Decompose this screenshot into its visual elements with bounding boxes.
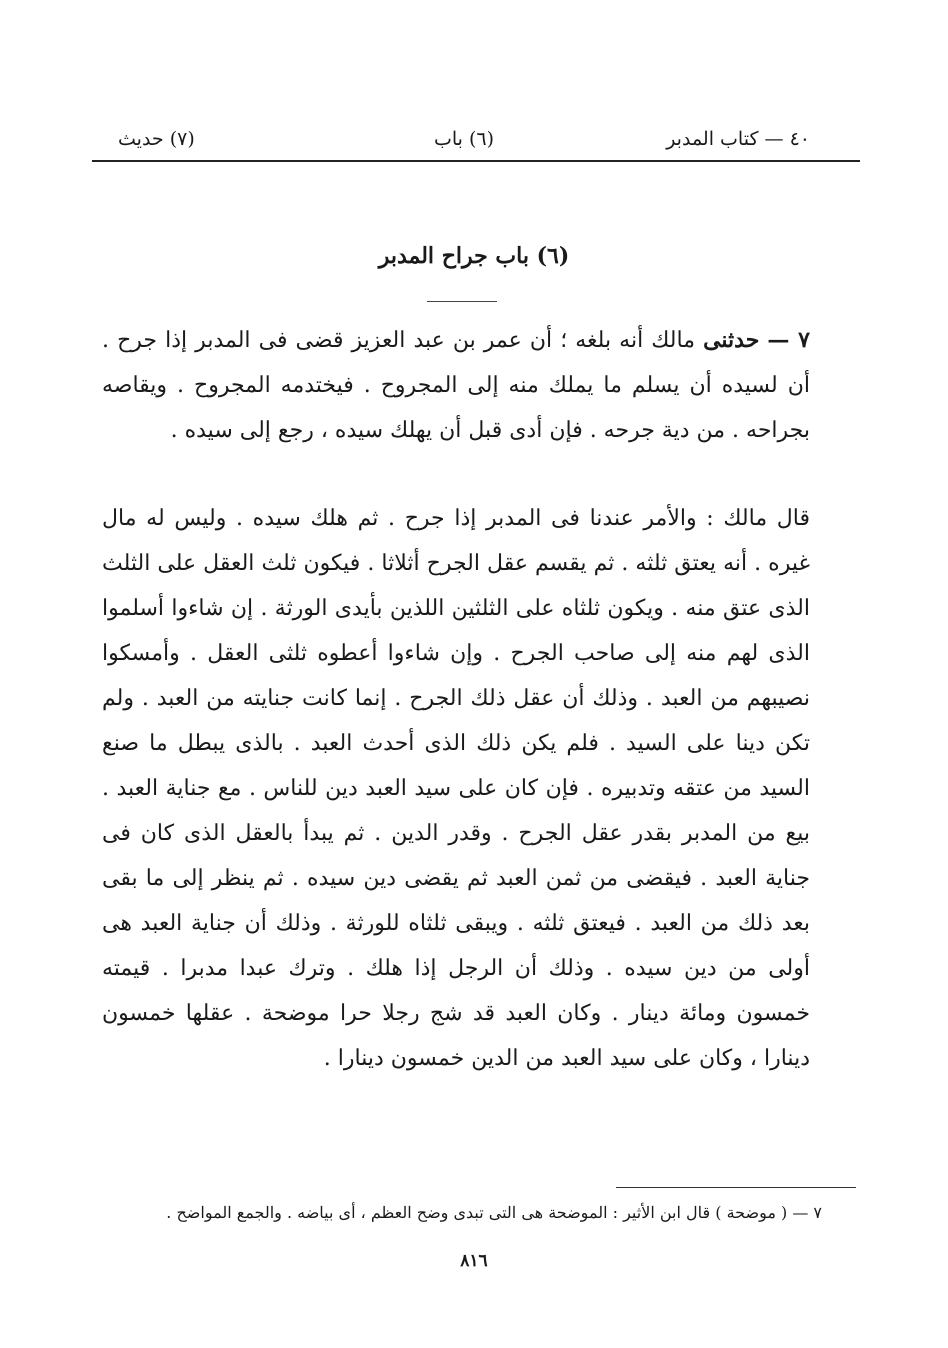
footnote-divider — [616, 1187, 856, 1188]
title-divider — [427, 301, 497, 302]
hadith-paragraph — [102, 318, 810, 453]
page-number: ٨١٦ — [460, 1251, 488, 1271]
header-divider — [92, 160, 860, 162]
running-header — [118, 128, 810, 158]
hadith-number: ٧ — — [767, 327, 810, 353]
footnote: ٧ — ( موضحة ) قال ابن الأثير : الموضحة هى التى تبدى وضح العظم ، أى بياضه . والجمع المواضح . — [166, 1203, 822, 1222]
header-hadith: (٧) حديث — [118, 128, 195, 150]
chapter-title: (٦) باب جراح المدبر — [378, 243, 570, 269]
header-book-title: ٤٠ — كتاب المدبر — [666, 128, 810, 150]
hadith-lead-word: حدثنى — [703, 327, 760, 353]
hadith-text: مالك أنه بلغه ؛ أن عمر بن عبد العزيز قضى فى المدبر إذا جرح . أن لسيده أن يسلم ما يملك منه إلى المجروح . فيختدمه المجروح . ويقاصه بجراحه . من دية جرحه . فإن أدى قبل أن يهلك سيده ، رجع إلى سيده . — [102, 328, 810, 443]
malik-commentary-paragraph: قال مالك : والأمر عندنا فى المدبر إذا جرح . ثم هلك سيده . وليس له مال غيره . أنه يعتق ثلثه . ثم يقسم عقل الجرح أثلاثا . فيكون ثلث العقل على الثلث الذى عتق منه . ويكون ثلثاه على الثلثين اللذين بأيدى الورثة . إن شاءوا أسلموا الذى لهم منه إلى صاحب الجرح . وإن شاءوا أعطوه ثلثى العقل . وأمسكوا نصيبهم من العبد . وذلك أن عقل ذلك الجرح . إنما كانت جنايته من العبد . ولم تكن دينا على السيد . فلم يكن ذلك الذى أحدث العبد . بالذى يبطل ما صنع السيد من عتقه وتدبيره . فإن كان على سيد العبد دين للناس . مع جناية العبد . بيع من المدبر بقدر عقل الجرح . وقدر الدين . ثم يبدأ بالعقل الذى كان فى جناية العبد . فيقضى من ثمن العبد ثم يقضى دين سيده . ثم ينظر إلى ما بقى بعد ذلك من العبد . فيعتق ثلثه . ويبقى ثلثاه للورثة . وذلك أن جناية العبد هى أولى من دين سيده . وذلك أن الرجل إذا هلك . وترك عبدا مدبرا . قيمته خمسون ومائة دينار . وكان العبد قد شج رجلا حرا موضحة . عقلها خمسون دينارا ، وكان على سيد العبد من الدين خمسون دينارا . — [102, 506, 810, 1071]
header-chapter: (٦) باب — [433, 128, 495, 150]
